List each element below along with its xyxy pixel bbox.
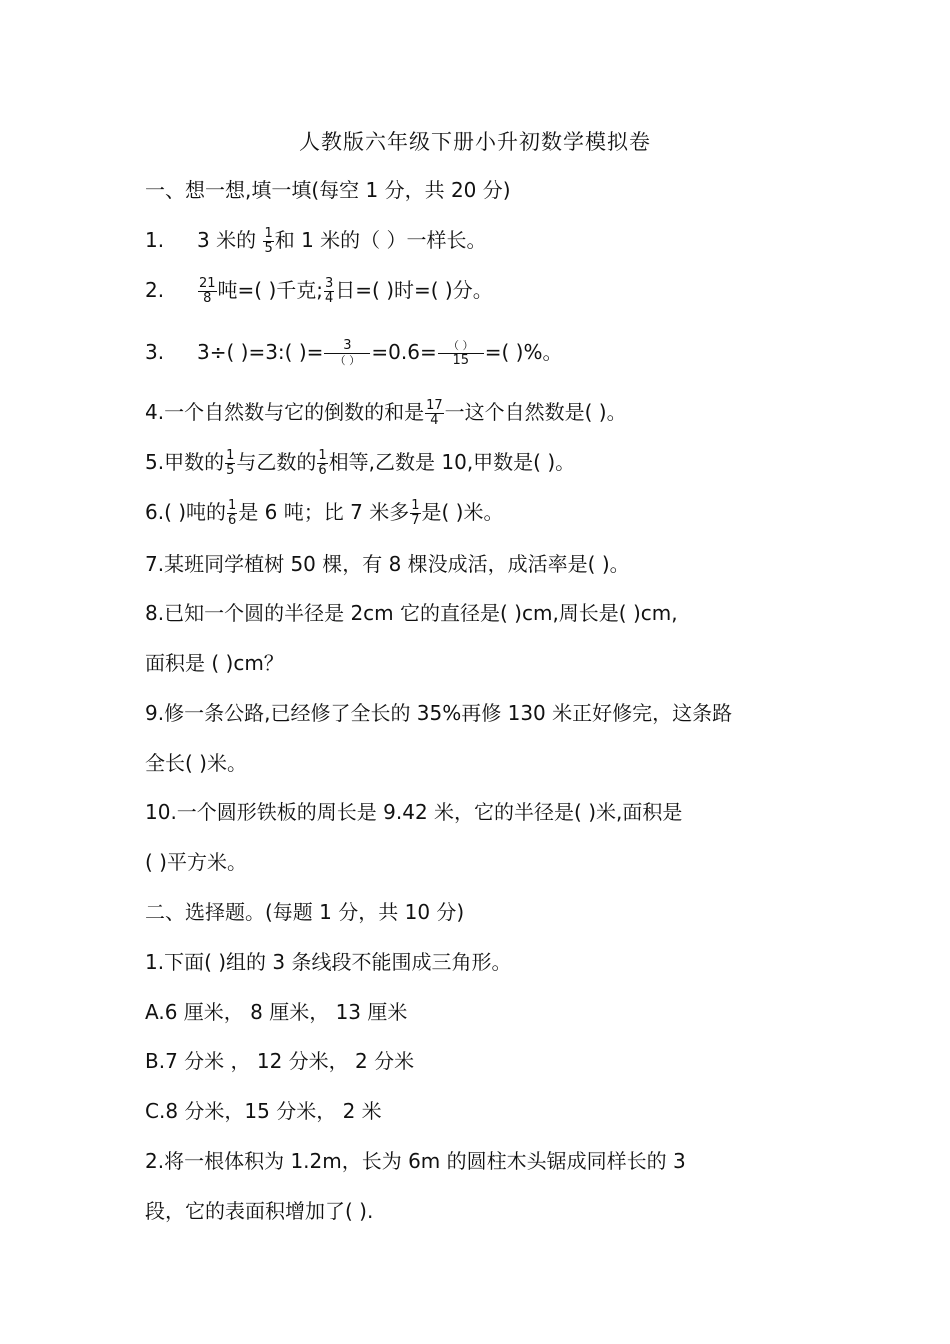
- question-1-8-line-2: 面积是 ( )cm？: [145, 651, 284, 675]
- page-title: 人教版六年级下册小升初数学模拟卷: [299, 130, 651, 154]
- question-1-3: 3. 3÷( )=3:( )= $\frac{3}{( )}$ =0.6= $\frac{( )}{15}$ =( )%。: [145, 338, 563, 368]
- fraction: $\frac{17}{4}$: [426, 398, 443, 428]
- fraction: $\frac{( )}{15}$: [438, 339, 484, 368]
- question-1-5: 5.甲数的 $\frac{1}{5}$ 与乙数的 $\frac{1}{6}$ 相等,乙数是 10,甲数是( )。: [145, 448, 576, 478]
- question-2-2-line-1: 2.将一根体积为 1.2m，长为 6m 的圆柱木头锯成同样长的 3: [145, 1149, 686, 1173]
- question-number: 1.: [145, 228, 165, 252]
- question-number: 3.: [145, 340, 165, 364]
- fraction: $\frac{3}{4}$: [325, 276, 334, 306]
- question-1-6: 6.( )吨的 $\frac{1}{6}$ 是 6 吨；比 7 米多 $\frac{1}{7}$ 是( )米。: [145, 498, 504, 528]
- option-a: A.6 厘米， 8 厘米， 13 厘米: [145, 1000, 408, 1024]
- question-1-9-line-1: 9.修一条公路,已经修了全长的 35%再修 130 米正好修完，这条路: [145, 701, 733, 725]
- option-b: B.7 分米 ， 12 分米， 2 分米: [145, 1049, 415, 1073]
- question-2-1: 1.下面( )组的 3 条线段不能围成三角形。: [145, 950, 512, 974]
- option-c: C.8 分米，15 分米， 2 米: [145, 1099, 382, 1123]
- fraction: $\frac{3}{( )}$: [324, 339, 370, 368]
- section-1-heading: 一、想一想,填一填(每空 1 分，共 20 分): [145, 178, 511, 202]
- fraction: $\frac{1}{6}$: [318, 448, 327, 478]
- question-1-10-line-1: 10.一个圆形铁板的周长是 9.42 米，它的半径是( )米,面积是: [145, 800, 683, 824]
- fraction: $\frac{1}{6}$: [228, 498, 237, 528]
- question-1-7: 7.某班同学植树 50 棵，有 8 棵没成活，成活率是( )。: [145, 552, 630, 576]
- fraction: $\frac{1}{7}$: [411, 498, 420, 528]
- section-2-heading: 二、选择题。(每题 1 分，共 10 分): [145, 900, 465, 924]
- question-2-2-line-2: 段，它的表面积增加了( ).: [145, 1199, 374, 1223]
- question-1-4: 4.一个自然数与它的倒数的和是 $\frac{17}{4}$ 一这个自然数是( )。: [145, 398, 627, 428]
- question-1-2: 2. $\frac{21}{8}$ 吨=( )千克; $\frac{3}{4}$ 日=( )时=( )分。: [145, 276, 493, 306]
- fraction: $\frac{21}{8}$: [199, 276, 216, 306]
- question-1-10-line-2: ( )平方米。: [145, 850, 247, 874]
- question-1-1: 1. 3 米的 $\frac{1}{5}$ 和 1 米的（ ）一样长。: [145, 226, 487, 256]
- fraction: $\frac{1}{5}$: [226, 448, 235, 478]
- question-1-9-line-2: 全长( )米。: [145, 751, 247, 775]
- question-number: 2.: [145, 278, 165, 302]
- question-1-8-line-1: 8.已知一个圆的半径是 2cm 它的直径是( )cm,周长是( )cm,: [145, 601, 678, 625]
- fraction: $\frac{1}{5}$: [264, 226, 273, 256]
